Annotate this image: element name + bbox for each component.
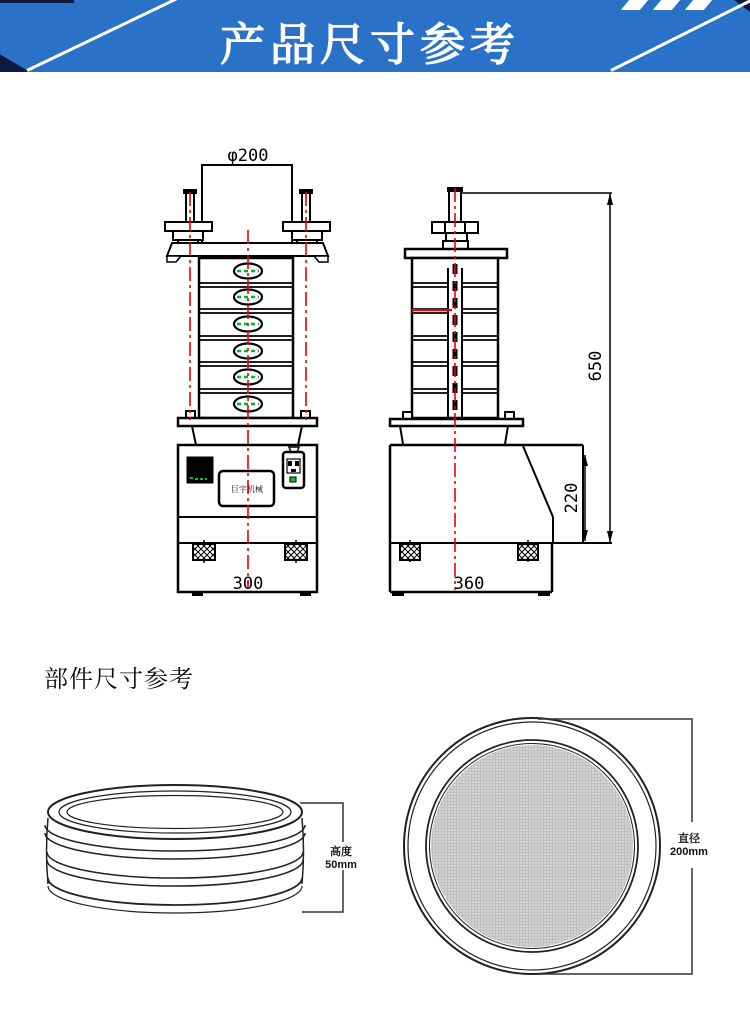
sieve-stack — [199, 258, 293, 418]
top-cover — [202, 165, 292, 243]
mesh-disc-drawing — [404, 718, 708, 974]
power-socket — [283, 447, 304, 488]
nameplate-text: 巨宇机械 — [231, 485, 263, 494]
svg-text:直径: 直径 — [678, 833, 700, 845]
base-height-dimension-220 — [562, 455, 588, 541]
svg-text:220: 220 — [562, 482, 582, 514]
side-depth-dimension: 360 — [453, 574, 485, 594]
side-view-drawing — [390, 188, 613, 596]
height-dimension-650 — [586, 193, 613, 543]
machine-base-side — [390, 445, 612, 592]
ring-height-dimension — [300, 803, 357, 912]
mesh-screen — [431, 745, 633, 947]
svg-text:50mm: 50mm — [325, 859, 357, 871]
side-base-plate — [390, 419, 523, 426]
front-diameter-label: φ200 — [227, 146, 269, 166]
side-top-plate — [405, 249, 507, 258]
sieve-ring-drawing — [45, 785, 357, 913]
page-title: 产品尺寸参考 — [219, 19, 520, 70]
front-view-drawing — [165, 146, 330, 596]
front-width-dimension: 300 — [232, 574, 264, 594]
svg-text:200mm: 200mm — [670, 846, 708, 858]
components-section-title: 部件尺寸参考 — [44, 666, 194, 693]
svg-text:高度: 高度 — [330, 846, 352, 858]
svg-text:650: 650 — [586, 350, 606, 382]
